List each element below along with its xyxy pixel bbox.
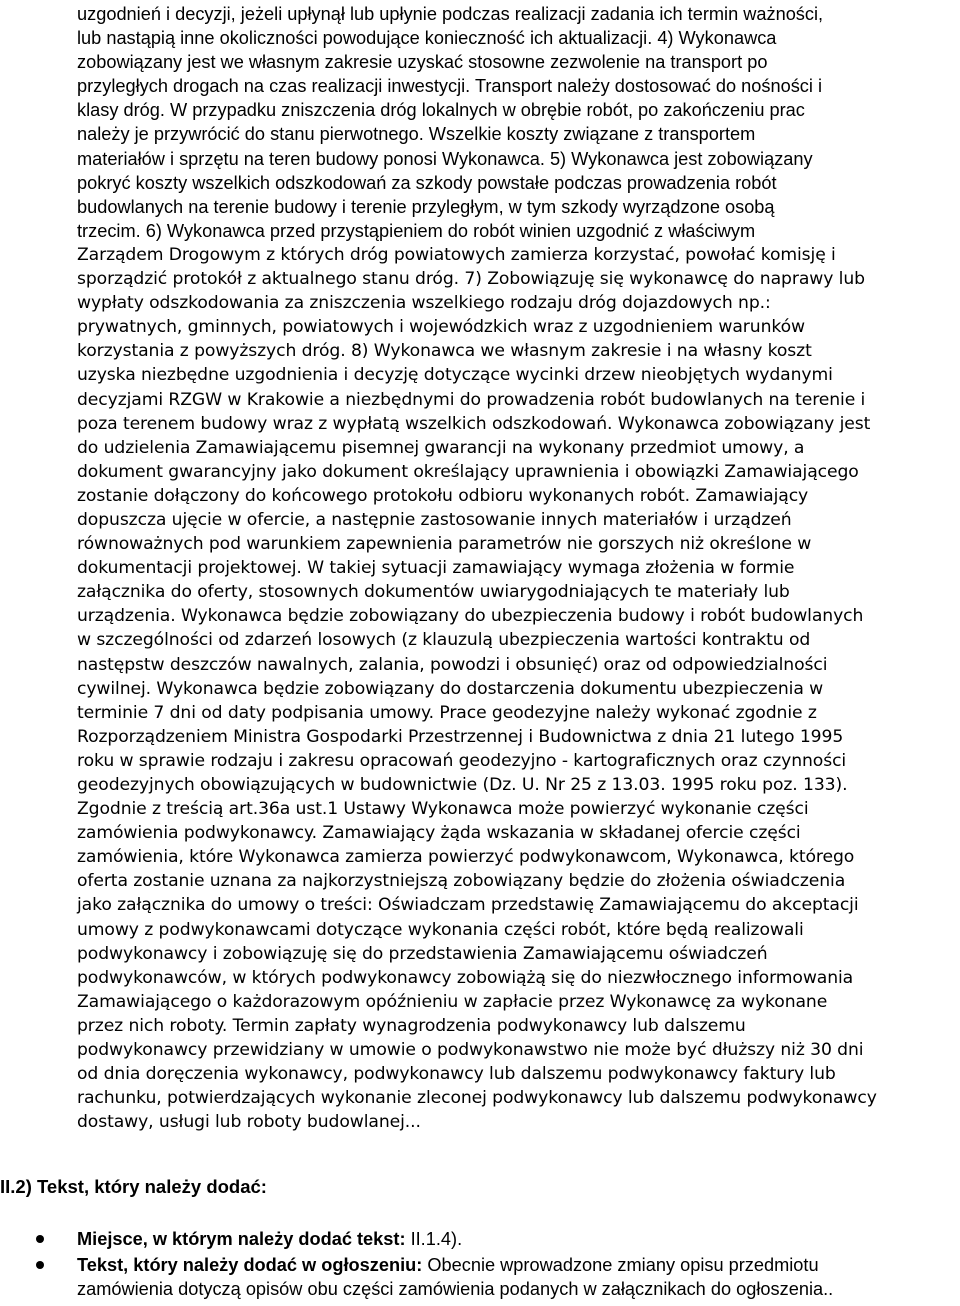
body-line: załącznika do oferty, stosownych dokumentów uwiarygodniających te materiały lub (77, 582, 790, 603)
body-line: urządzenia. Wykonawca będzie zobowiązany do ubezpieczenia budowy i robót budowlanych (77, 606, 864, 627)
bullet-item-text-to-add (0, 1253, 960, 1301)
body-line: sporządzić protokół z aktualnego stanu dróg. 7) Zobowiązuję się wykonawcę do naprawy lub (77, 269, 865, 290)
body-line: geodezyjnych obowiązujących w budownictwie (Dz. U. Nr 25 z 13.03. 1995 roku poz. 133). (77, 775, 848, 795)
body-line: materiałów i sprzętu na teren budowy ponosi Wykonawca. 5) Wykonawca jest zobowiązany (77, 148, 813, 169)
body-line: zamówienia, które Wykonawca zamierza powierzyć podwykonawcom, Wykonawca, którego (77, 847, 855, 868)
section-heading: II.2) Tekst, który należy dodać: (0, 1176, 267, 1197)
body-line: podwykonawcy przewidziany w umowie o podwykonawstwo nie może być dłuższy niż 30 dni (77, 1040, 864, 1061)
body-line: Zamawiającego o każdorazowym opóźnieniu w zapłacie przez Wykonawcę za wykonane (77, 991, 828, 1012)
body-line: Rozporządzeniem Ministra Gospodarki Przestrzennej i Budownictwa z dnia 21 lutego 1995 (77, 726, 844, 747)
bullet-item-location (0, 1227, 960, 1251)
body-line: lub nastąpią inne okoliczności powodujące konieczność ich aktualizacji. 4) Wykonawca (77, 28, 777, 49)
body-line: Zgodnie z treścią art.36a ust.1 Ustawy Wykonawca może powierzyć wykonanie części (77, 799, 809, 820)
body-paragraph (77, 2, 959, 1134)
body-line: terminie 7 dni od daty podpisania umowy. Prace geodezyjne należy wykonać zgodnie z (77, 702, 817, 723)
body-line: jako załącznika do umowy o treści: Oświadczam przedstawię Zamawiającemu do akceptacji (77, 895, 859, 916)
body-line: uzyska niezbędne uzgodnienia i decyzję dotyczące wycinki drzew nieobjętych wydanymi (77, 365, 833, 386)
bullet-icon (36, 1235, 44, 1243)
body-line: rachunku, potwierdzających wykonanie zleconej podwykonawcy lub dalszemu podwykonawcy (77, 1088, 877, 1109)
body-line: przyległych drogach na czas realizacji inwestycji. Transport należy dostosować do nośności i (77, 76, 823, 97)
body-line: w szczególności od zdarzeń losowych (z klauzulą ubezpieczenia wartości kontraktu od (77, 630, 811, 651)
body-line: dokument gwarancyjny jako dokument określający uprawnienia i obowiązki Zamawiającego (77, 461, 859, 482)
bullet-line (77, 1227, 960, 1251)
body-line: należy je przywrócić do stanu pierwotnego. Wszelkie koszty związane z transportem (77, 124, 756, 145)
body-line: następstw deszczów nawalnych, zalania, powodzi i obsunięć) oraz od odpowiedzialności (77, 654, 828, 675)
body-line: uzgodnień i decyzji, jeżeli upłynął lub upłynie podczas realizacji zadania ich termin ważności, (77, 4, 824, 24)
body-line: oferta zostanie uznana za najkorzystniejszą zobowiązany będzie do złożenia oświadczenia (77, 871, 846, 892)
body-line: klasy dróg. W przypadku zniszczenia dróg lokalnych w obrębie robót, po zakończeniu prac (77, 100, 805, 121)
bullet-label: Miejsce, w którym należy dodać tekst: (77, 1229, 406, 1249)
body-line: dopuszcza ujęcie w ofercie, a następnie zastosowanie innych materiałów i urządzeń (77, 509, 792, 530)
bullet-label: Tekst, który należy dodać w ogłoszeniu: (77, 1255, 423, 1276)
body-line: poza terenem budowy wraz z wypłatą wszelkich odszkodowań. Wykonawca zobowiązany jest (77, 413, 871, 434)
body-line: umowy z podwykonawcami dotyczące wykonania części robót, które będą realizowali (77, 919, 804, 940)
body-line: dokumentacji projektowej. W takiej sytuacji zamawiający wymaga złożenia w formie (77, 558, 795, 579)
bullet-value-continuation: zamówienia dotyczą opisów obu części zamówienia podanych w załącznikach do ogłoszenia.. (77, 1279, 834, 1300)
body-line: decyzjami RZGW w Krakowie a niezbędnymi do prowadzenia robót budowlanych na terenie i (77, 389, 866, 410)
body-line: do udzielenia Zamawiającemu pisemnej gwarancji na wykonany przedmiot umowy, a (77, 437, 805, 458)
body-line: zamówienia podwykonawcy. Zamawiający żąda wskazania w składanej ofercie części (77, 823, 801, 844)
body-line: zostanie dołączony do końcowego protokołu odbioru wykonanych robót. Zamawiający (77, 485, 809, 506)
bullet-value: Obecnie wprowadzone zmiany opisu przedmiotu (427, 1255, 819, 1276)
body-line: cywilnej. Wykonawca będzie zobowiązany do dostarczenia dokumentu ubezpieczenia w (77, 678, 824, 699)
body-line: dostawy, usługi lub roboty budowlanej... (77, 1112, 421, 1133)
body-line: prywatnych, gminnych, powiatowych i wojewódzkich wraz z uzgodnieniem warunków (77, 317, 805, 338)
body-line: podwykonawcy i zobowiązuję się do przedstawienia Zamawiającemu oświadczeń (77, 943, 768, 964)
body-line: równoważnych pod warunkiem zapewnienia parametrów nie gorszych niż określone w (77, 534, 812, 555)
body-line: Zarządem Drogowym z których dróg powiatowych zamierza korzystać, powołać komisję i (77, 244, 836, 265)
body-line: przez nich roboty. Termin zapłaty wynagrodzenia podwykonawcy lub dalszemu (77, 1015, 746, 1036)
bullet-value: II.1.4). (410, 1229, 463, 1249)
body-line: trzecim. 6) Wykonawca przed przystąpieniem do robót winien uzgodnić z właściwym (77, 220, 756, 241)
bullet-icon (36, 1261, 44, 1269)
body-line: roku w sprawie rodzaju i zakresu opracowań geodezyjno - kartograficznych oraz czynności (77, 750, 847, 771)
bullet-line (77, 1253, 960, 1277)
body-line: wypłaty odszkodowania za zniszczenia wszelkiego rodzaju dróg dojazdowych np.: (77, 293, 771, 314)
body-line: budowlanych na terenie budowy i terenie przyległym, w tym szkody wyrządzone osobą (77, 196, 775, 217)
body-line: pokryć koszty wszelkich odszkodowań za szkody powstałe podczas prowadzenia robót (77, 172, 777, 193)
body-line: korzystania z powyższych dróg. 8) Wykonawca we własnym zakresie i na własny koszt (77, 341, 812, 362)
body-line: od dnia doręczenia wykonawcy, podwykonawcy lub dalszemu podwykonawcy faktury lub (77, 1064, 836, 1085)
body-line: zobowiązany jest we własnym zakresie uzyskać stosowne zezwolenie na transport po (77, 52, 768, 73)
bullet-list (0, 1227, 960, 1303)
body-line: podwykonawców, w których podwykonawcy zobowiążą się do niezwłocznego informowania (77, 967, 854, 988)
